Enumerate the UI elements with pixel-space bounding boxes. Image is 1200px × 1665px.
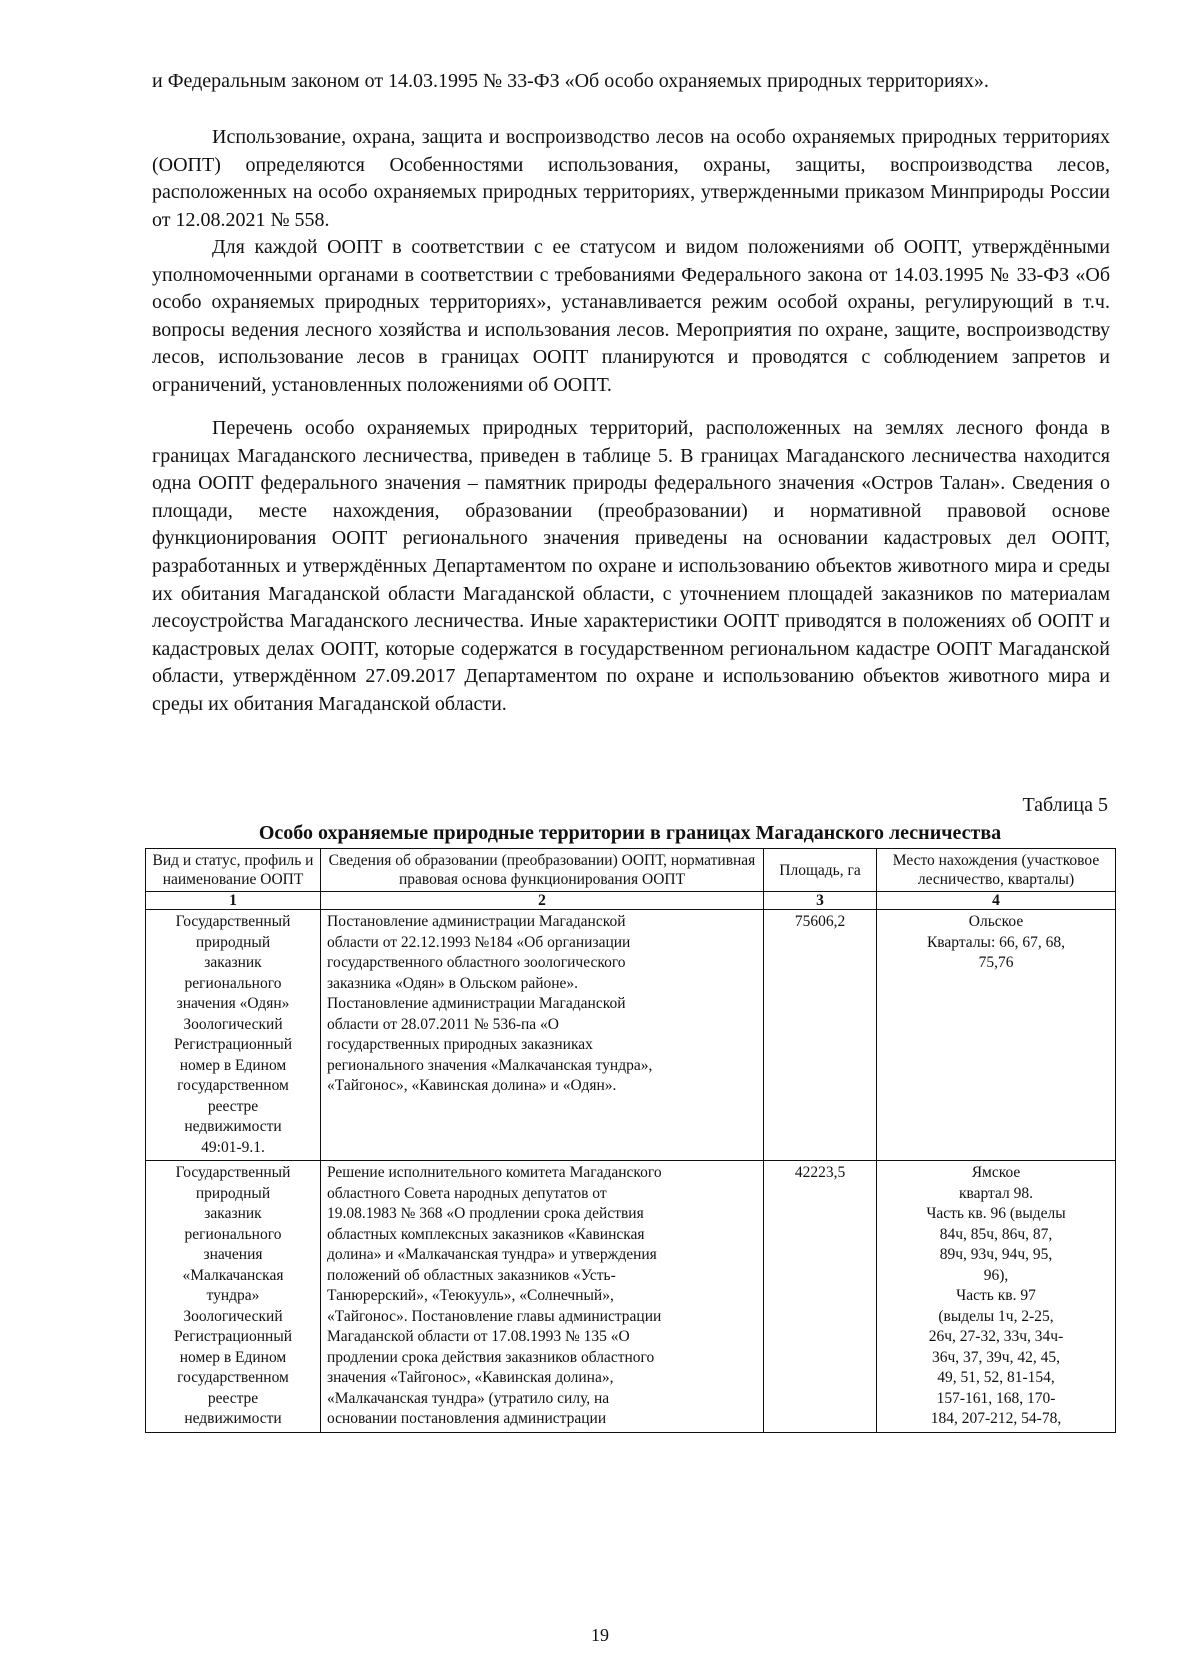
oopt-location-line: (выделы 1ч, 2-25, <box>938 1307 1054 1325</box>
oopt-location-line: Ямское <box>971 1164 1021 1181</box>
page-number: 19 <box>591 1625 609 1645</box>
oopt-basis-line: регионального значения «Малкачанская тундра», <box>327 1056 653 1074</box>
oopt-basis-line: «Малкачанская тундра» (утратило силу, на <box>327 1389 610 1407</box>
oopt-location-line: Часть кв. 97 <box>956 1287 1036 1304</box>
oopt-basis-line: государственных природных заказниках <box>327 1036 593 1053</box>
oopt-name-line: заказник <box>204 1205 262 1222</box>
oopt-basis-line: Постановление администрации Магаданской <box>327 995 626 1012</box>
oopt-name-line: Государственный <box>175 1164 291 1181</box>
oopt-table <box>145 848 1116 1433</box>
header-basis: Сведения об образовании (преобразовании) ООПТ, нормативная правовая основа функционирования ООПТ <box>321 849 764 892</box>
oopt-basis-line: областного Совета народных депутатов от <box>327 1184 607 1202</box>
oopt-name-line: недвижимости <box>184 1410 282 1427</box>
oopt-location-line: Кварталы: 66, 67, 68, <box>926 933 1066 951</box>
oopt-name-line: «Малкачанская <box>182 1266 284 1284</box>
oopt-basis-cell <box>321 910 764 1161</box>
oopt-basis-line: Решение исполнительного комитета Магаданского <box>327 1164 662 1181</box>
oopt-name-line: номер в Едином <box>179 1348 287 1366</box>
oopt-name-line: недвижимости <box>184 1118 282 1135</box>
table-row <box>146 1161 1116 1433</box>
oopt-name-line: значения «Одян» <box>176 995 290 1012</box>
oopt-basis-line: «Тайгонос». Постановление главы администрации <box>327 1307 662 1325</box>
paragraph-protection-regime: Для каждой ООПТ в соответствии с ее статусом и видом положениями об ООПТ, утверждёнными уполномоченными органами в соответствии с требованиями Федерального закона от 14.03.1995 № 33-ФЗ «Об особо охраняемых природных территориях», устанавливается режим особой охраны, регулирующий в т.ч. вопросы ведения лесного хозяйства и использования лесов. Мероприятия по охране, защите, воспроизводству лесов, использование лесов в границах ООПТ планируются и проводятся с соблюдением запретов и ограничений, установленных положениями об ООПТ. <box>152 236 1110 396</box>
oopt-location-line: Часть кв. 96 (выделы <box>926 1205 1066 1222</box>
oopt-location-line: 26ч, 27-32, 33ч, 34ч- <box>928 1328 1064 1345</box>
paragraph-forest-use: Использование, охрана, защита и воспроизводство лесов на особо охраняемых природных территориях (ООПТ) определяются Особенностями использования, охраны, защиты, воспроизводства лесов, расположенных на особо охраняемых природных территориях, утвержденными приказом Минприроды России от 12.08.2021 № 558. <box>152 126 1110 231</box>
oopt-basis-line: Магаданской области от 17.08.1993 № 135 «О <box>327 1328 630 1345</box>
oopt-name-line: Регистрационный <box>173 1036 293 1053</box>
oopt-name-line: тундра» <box>206 1287 260 1304</box>
column-number-row <box>146 892 1116 910</box>
header-name: Вид и статус, профиль и наименование ООПТ <box>146 849 321 892</box>
oopt-location-line: квартал 98. <box>958 1184 1034 1202</box>
oopt-name-line: Зоологический <box>183 1307 283 1325</box>
column-number: 2 <box>321 892 764 910</box>
oopt-basis-line: «Тайгонос», «Кавинская долина» и «Одян». <box>327 1077 617 1094</box>
paragraph-oopt-list: Перечень особо охраняемых природных территорий, расположенных на землях лесного фонда в границах Магаданского лесничества, приведен в таблице 5. В границах Магаданского лесничества находится одна ООПТ федерального значения – памятник природы федерального значения «Остров Талан». Сведения о площади, месте нахождения, образовании (преобразовании) и нормативной правовой основе функционирования ООПТ регионального значения приведены на основании кадастровых дел ООПТ, разработанных и утверждённых Департаментом по охране и использованию объектов животного мира и среды их обитания Магаданской области Магаданской области, с уточнением площадей заказников по материалам лесоустройства Магаданского лесничества. Иные характеристики ООПТ приводятся в положениях об ООПТ и кадастровых делах ООПТ, которые содержатся в государственном региональном кадастре ООПТ Магаданской области, утверждённом 27.09.2017 Департаментом по охране и использованию объектов животного мира и среды их обитания Магаданской области. <box>152 417 1110 715</box>
oopt-name-line: номер в Едином <box>179 1056 287 1074</box>
oopt-location-line: Ольское <box>968 913 1024 930</box>
table-header-row <box>146 849 1116 892</box>
oopt-basis-line: области от 28.07.2011 № 536-па «О <box>327 1015 560 1033</box>
oopt-location-line: 184, 207-212, 54-78, <box>930 1410 1062 1427</box>
oopt-name-cell <box>146 910 321 1161</box>
header-area: Площадь, га <box>764 849 877 892</box>
oopt-basis-cell <box>321 1161 764 1433</box>
oopt-name-cell <box>146 1161 321 1433</box>
oopt-location-line: 84ч, 85ч, 86ч, 87, <box>939 1225 1053 1243</box>
oopt-basis-line: Танюрерский», «Теюкууль», «Солнечный», <box>327 1287 614 1304</box>
table-label: Таблица 5 <box>1022 794 1108 816</box>
paragraph-intro: и Федеральным законом от 14.03.1995 № 33-ФЗ «Об особо охраняемых природных территориях». <box>152 70 989 92</box>
oopt-basis-line: областных комплексных заказников «Кавинская <box>327 1225 645 1243</box>
column-number: 1 <box>146 892 321 910</box>
oopt-basis-line: продлении срока действия заказников областного <box>327 1348 655 1366</box>
table-title: Особо охраняемые природные территории в границах Магаданского лесничества <box>258 822 1002 844</box>
oopt-location-line: 157-161, 168, 170- <box>936 1389 1056 1407</box>
oopt-location-line: 75,76 <box>978 954 1014 971</box>
oopt-name-line: государственном <box>177 1077 289 1094</box>
oopt-basis-line: Постановление администрации Магаданской <box>327 913 626 930</box>
oopt-name-line: природный <box>195 1184 271 1202</box>
oopt-location-line: 36ч, 37, 39ч, 42, 45, <box>932 1348 1060 1366</box>
column-number: 3 <box>764 892 877 910</box>
oopt-name-line: реестре <box>207 1389 259 1407</box>
oopt-location-line: 49, 51, 52, 81-154, <box>937 1369 1055 1386</box>
oopt-name-line: регионального <box>184 1225 282 1243</box>
oopt-name-line: 49:01-9.1. <box>201 1138 265 1156</box>
oopt-name-line: реестре <box>207 1097 259 1115</box>
column-number: 4 <box>877 892 1116 910</box>
oopt-basis-line: области от 22.12.1993 №184 «Об организации <box>327 933 631 951</box>
oopt-basis-line: долина» и «Малкачанская тундра» и утверждения <box>327 1246 657 1263</box>
oopt-name-line: Регистрационный <box>173 1328 293 1345</box>
header-location: Место нахождения (участковое лесничество, кварталы) <box>877 849 1116 892</box>
oopt-basis-line: заказника «Одян» в Ольском районе». <box>327 974 579 992</box>
oopt-basis-line: 19.08.1983 № 368 «О продлении срока действия <box>327 1205 644 1222</box>
oopt-location-cell <box>877 1161 1116 1433</box>
oopt-name-line: Государственный <box>175 913 291 930</box>
oopt-name-line: заказник <box>204 954 262 971</box>
oopt-basis-line: основании постановления администрации <box>327 1410 607 1427</box>
oopt-basis-line: государственного областного зоологического <box>327 954 626 971</box>
oopt-location-line: 89ч, 93ч, 94ч, 95, <box>939 1246 1053 1263</box>
oopt-name-line: государственном <box>177 1369 289 1386</box>
oopt-name-line: значения <box>203 1246 263 1263</box>
table-row <box>146 910 1116 1161</box>
oopt-name-line: природный <box>195 933 271 951</box>
oopt-location-line: 96), <box>983 1266 1009 1284</box>
oopt-area-cell: 42223,5 <box>764 1161 877 1433</box>
oopt-name-line: Зоологический <box>183 1015 283 1033</box>
oopt-basis-line: положений об областных заказников «Усть- <box>327 1266 616 1284</box>
oopt-area-cell: 75606,2 <box>764 910 877 1161</box>
oopt-basis-line: значения «Тайгонос», «Кавинская долина», <box>327 1369 614 1386</box>
oopt-name-line: регионального <box>184 974 282 992</box>
oopt-location-cell <box>877 910 1116 1161</box>
